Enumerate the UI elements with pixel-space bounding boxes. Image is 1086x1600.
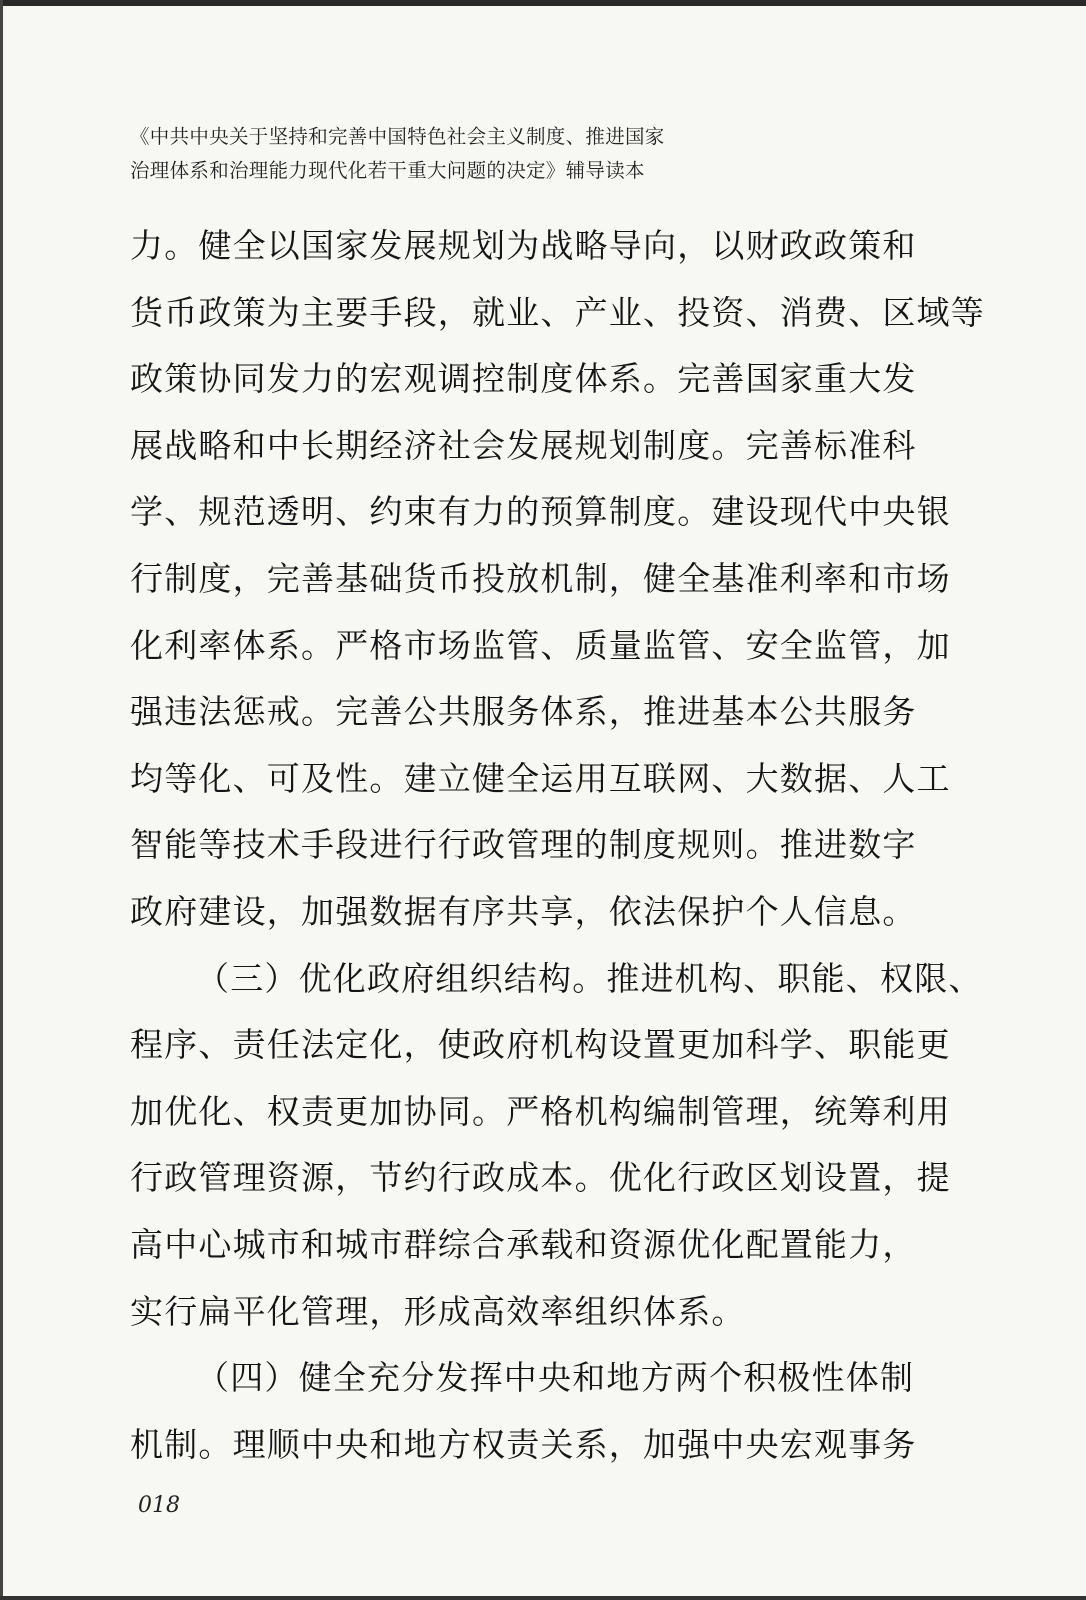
running-head [130,120,960,188]
scan-edge-top [0,0,1086,6]
body-line: 展战略和中长期经济社会发展规划制度。完善标准科 [130,425,917,465]
section-heading-line: （三）优化政府组织结构。推进机构、职能、权限、 [196,958,983,998]
body-line: 学、规范透明、约束有力的预算制度。建设现代中央银 [130,492,951,532]
body-line: 实行扁平化管理，形成高效率组织体系。 [130,1291,746,1331]
running-head-line: 治理体系和治理能力现代化若干重大问题的决定》辅导读本 [130,159,645,182]
body-line: 力。健全以国家发展规划为战略导向，以财政政策和 [130,226,917,265]
body-line: 加优化、权责更加协同。严格机构编制管理，统筹利用 [130,1091,951,1131]
body-line: 机制。理顺中央和地方权责关系，加强中央宏观事务 [130,1424,917,1464]
body-line: 货币政策为主要手段，就业、产业、投资、消费、区域等 [130,292,985,332]
body-line: 政策协同发力的宏观调控制度体系。完善国家重大发 [130,359,917,399]
body-line: 化利率体系。严格市场监管、质量监管、安全监管，加 [130,625,951,665]
body-line: 高中心城市和城市群综合承载和资源优化配置能力， [130,1224,917,1264]
page-number: 018 [138,1493,180,1518]
body-line: 行制度，完善基础货币投放机制，健全基准利率和市场 [130,558,951,598]
scan-edge-left [0,0,3,1600]
body-line: 强违法惩戒。完善公共服务体系，推进基本公共服务 [130,692,917,732]
body-line: 均等化、可及性。建立健全运用互联网、大数据、人工 [130,758,951,798]
body-line: 政府建设，加强数据有序共享，依法保护个人信息。 [130,891,917,931]
body-line: 行政管理资源，节约行政成本。优化行政区划设置，提 [130,1158,951,1198]
body-text [130,213,985,1478]
scan-edge-bottom [0,1596,1086,1600]
body-line: 程序、责任法定化，使政府机构设置更加科学、职能更 [130,1025,951,1065]
section-heading-line: （四）健全充分发挥中央和地方两个积极性体制 [196,1358,915,1398]
body-line: 智能等技术手段进行行政管理的制度规则。推进数字 [130,825,917,865]
running-head-line: 《中共中央关于坚持和完善中国特色社会主义制度、推进国家 [130,125,665,148]
